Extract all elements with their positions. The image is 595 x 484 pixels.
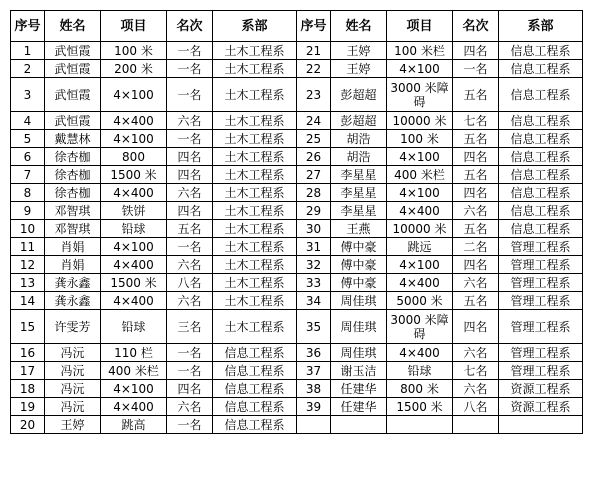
- cell-dept: 土木工程系: [213, 42, 297, 60]
- cell-dept: 土木工程系: [213, 60, 297, 78]
- cell-number: [297, 416, 331, 434]
- cell-event: 100 米: [101, 42, 167, 60]
- cell-name: 彭超超: [331, 112, 387, 130]
- cell-event: 110 栏: [101, 344, 167, 362]
- cell-event: 4×100: [101, 380, 167, 398]
- cell-event: 4×400: [101, 184, 167, 202]
- cell-dept: 土木工程系: [213, 202, 297, 220]
- cell-number: 5: [11, 130, 45, 148]
- cell-name: 冯沅: [45, 344, 101, 362]
- cell-name: 李星星: [331, 202, 387, 220]
- header-name: 姓名: [331, 11, 387, 42]
- cell-number: 31: [297, 238, 331, 256]
- cell-rank: 五名: [453, 292, 499, 310]
- cell-name: 胡浩: [331, 148, 387, 166]
- cell-event: 10000 米: [387, 112, 453, 130]
- cell-rank: 六名: [453, 380, 499, 398]
- cell-name: 王婷: [45, 416, 101, 434]
- cell-number: 32: [297, 256, 331, 274]
- cell-dept: 管理工程系: [499, 256, 583, 274]
- cell-event: 4×100: [101, 130, 167, 148]
- header-event: 项目: [387, 11, 453, 42]
- cell-name: 傅中豪: [331, 256, 387, 274]
- cell-rank: 五名: [453, 220, 499, 238]
- cell-name: 冯沅: [45, 398, 101, 416]
- cell-event: 铁饼: [101, 202, 167, 220]
- cell-number: 4: [11, 112, 45, 130]
- cell-event: 4×400: [101, 292, 167, 310]
- table-row: [11, 416, 583, 434]
- table-row: [11, 42, 583, 60]
- cell-name: 傅中豪: [331, 274, 387, 292]
- cell-event: 400 米栏: [387, 166, 453, 184]
- cell-name: 任建华: [331, 380, 387, 398]
- cell-dept: 土木工程系: [213, 148, 297, 166]
- cell-dept: 土木工程系: [213, 274, 297, 292]
- cell-rank: 五名: [453, 130, 499, 148]
- cell-event: [387, 416, 453, 434]
- cell-number: 9: [11, 202, 45, 220]
- cell-name: 肖娟: [45, 256, 101, 274]
- cell-event: 800 米: [387, 380, 453, 398]
- table-row: [11, 310, 583, 344]
- cell-number: 7: [11, 166, 45, 184]
- cell-rank: 五名: [453, 166, 499, 184]
- cell-rank: 六名: [167, 292, 213, 310]
- cell-rank: 四名: [453, 310, 499, 344]
- cell-name: 冯沅: [45, 362, 101, 380]
- cell-rank: 六名: [167, 112, 213, 130]
- cell-number: 38: [297, 380, 331, 398]
- cell-number: 21: [297, 42, 331, 60]
- cell-event: 4×400: [101, 112, 167, 130]
- table-row: [11, 344, 583, 362]
- cell-number: 15: [11, 310, 45, 344]
- cell-rank: 一名: [167, 344, 213, 362]
- cell-dept: 管理工程系: [499, 238, 583, 256]
- cell-rank: 六名: [167, 398, 213, 416]
- table-row: [11, 238, 583, 256]
- header-seq: 序号: [11, 11, 45, 42]
- cell-number: 26: [297, 148, 331, 166]
- cell-name: 徐杏枷: [45, 166, 101, 184]
- cell-name: 龚永鑫: [45, 274, 101, 292]
- cell-event: 跳高: [101, 416, 167, 434]
- cell-name: 邓智琪: [45, 220, 101, 238]
- cell-rank: 四名: [167, 148, 213, 166]
- cell-number: 16: [11, 344, 45, 362]
- cell-event: 1500 米: [101, 274, 167, 292]
- cell-event: 3000 米障碍: [387, 78, 453, 112]
- cell-event: 4×400: [387, 274, 453, 292]
- cell-rank: 七名: [453, 362, 499, 380]
- cell-rank: [453, 416, 499, 434]
- cell-event: 4×100: [101, 78, 167, 112]
- cell-name: 龚永鑫: [45, 292, 101, 310]
- header-dept: 系部: [499, 11, 583, 42]
- table-row: [11, 148, 583, 166]
- cell-rank: 八名: [453, 398, 499, 416]
- cell-name: 周佳琪: [331, 310, 387, 344]
- cell-rank: 六名: [453, 274, 499, 292]
- cell-name: 邓智琪: [45, 202, 101, 220]
- cell-number: 14: [11, 292, 45, 310]
- cell-rank: 四名: [453, 148, 499, 166]
- cell-name: 肖娟: [45, 238, 101, 256]
- cell-number: 30: [297, 220, 331, 238]
- cell-dept: 信息工程系: [213, 416, 297, 434]
- cell-number: 10: [11, 220, 45, 238]
- cell-rank: 一名: [167, 60, 213, 78]
- cell-dept: 土木工程系: [213, 256, 297, 274]
- cell-rank: 四名: [167, 166, 213, 184]
- cell-dept: 信息工程系: [499, 202, 583, 220]
- cell-dept: 土木工程系: [213, 238, 297, 256]
- table-row: [11, 112, 583, 130]
- cell-number: 28: [297, 184, 331, 202]
- cell-dept: 信息工程系: [499, 148, 583, 166]
- cell-dept: 土木工程系: [213, 78, 297, 112]
- cell-rank: 六名: [453, 344, 499, 362]
- cell-dept: 信息工程系: [499, 184, 583, 202]
- cell-rank: 一名: [167, 78, 213, 112]
- cell-event: 铅球: [101, 310, 167, 344]
- table-row: [11, 398, 583, 416]
- cell-number: 34: [297, 292, 331, 310]
- cell-dept: 土木工程系: [213, 112, 297, 130]
- cell-name: 徐杏枷: [45, 148, 101, 166]
- cell-dept: 信息工程系: [499, 130, 583, 148]
- cell-rank: 六名: [453, 202, 499, 220]
- cell-number: 22: [297, 60, 331, 78]
- cell-event: 5000 米: [387, 292, 453, 310]
- cell-number: 3: [11, 78, 45, 112]
- header-event: 项目: [101, 11, 167, 42]
- table-row: [11, 60, 583, 78]
- cell-event: 200 米: [101, 60, 167, 78]
- cell-rank: 五名: [453, 78, 499, 112]
- cell-dept: 管理工程系: [499, 362, 583, 380]
- cell-name: 傅中豪: [331, 238, 387, 256]
- cell-dept: 信息工程系: [499, 78, 583, 112]
- header-name: 姓名: [45, 11, 101, 42]
- cell-number: 17: [11, 362, 45, 380]
- cell-number: 35: [297, 310, 331, 344]
- cell-rank: 三名: [167, 310, 213, 344]
- cell-rank: 四名: [167, 380, 213, 398]
- cell-dept: 土木工程系: [213, 310, 297, 344]
- cell-number: 18: [11, 380, 45, 398]
- cell-name: 武恒霞: [45, 42, 101, 60]
- cell-event: 400 米栏: [101, 362, 167, 380]
- cell-dept: 信息工程系: [213, 362, 297, 380]
- cell-rank: 一名: [167, 238, 213, 256]
- cell-event: 1500 米: [101, 166, 167, 184]
- cell-number: 27: [297, 166, 331, 184]
- cell-event: 4×100: [387, 184, 453, 202]
- cell-rank: 一名: [167, 130, 213, 148]
- cell-name: 武恒霞: [45, 60, 101, 78]
- cell-rank: 四名: [453, 184, 499, 202]
- cell-event: 1500 米: [387, 398, 453, 416]
- cell-name: 胡浩: [331, 130, 387, 148]
- cell-name: 谢玉洁: [331, 362, 387, 380]
- table-row: [11, 220, 583, 238]
- cell-rank: 四名: [167, 202, 213, 220]
- results-table: [10, 10, 583, 434]
- cell-event: 4×100: [101, 238, 167, 256]
- table-row: [11, 362, 583, 380]
- cell-event: 4×400: [387, 344, 453, 362]
- header-row: [11, 11, 583, 42]
- cell-number: 29: [297, 202, 331, 220]
- cell-rank: 四名: [453, 256, 499, 274]
- cell-name: 王婷: [331, 42, 387, 60]
- cell-rank: 六名: [167, 184, 213, 202]
- cell-number: 33: [297, 274, 331, 292]
- cell-event: 10000 米: [387, 220, 453, 238]
- table-row: [11, 78, 583, 112]
- cell-name: 任建华: [331, 398, 387, 416]
- header-seq: 序号: [297, 11, 331, 42]
- cell-event: 4×400: [101, 256, 167, 274]
- cell-name: 武恒霞: [45, 112, 101, 130]
- header-rank: 名次: [167, 11, 213, 42]
- cell-name: [331, 416, 387, 434]
- cell-event: 4×400: [101, 398, 167, 416]
- cell-event: 4×100: [387, 256, 453, 274]
- cell-dept: 管理工程系: [499, 274, 583, 292]
- cell-number: 11: [11, 238, 45, 256]
- cell-event: 铅球: [101, 220, 167, 238]
- cell-event: 跳远: [387, 238, 453, 256]
- cell-rank: 一名: [167, 42, 213, 60]
- cell-dept: [499, 416, 583, 434]
- cell-name: 徐杏枷: [45, 184, 101, 202]
- header-dept: 系部: [213, 11, 297, 42]
- cell-dept: 信息工程系: [213, 380, 297, 398]
- cell-name: 李星星: [331, 166, 387, 184]
- cell-rank: 二名: [453, 238, 499, 256]
- cell-rank: 六名: [167, 256, 213, 274]
- cell-rank: 一名: [167, 416, 213, 434]
- cell-rank: 四名: [453, 42, 499, 60]
- cell-number: 13: [11, 274, 45, 292]
- cell-dept: 信息工程系: [213, 344, 297, 362]
- cell-number: 20: [11, 416, 45, 434]
- cell-number: 1: [11, 42, 45, 60]
- cell-name: 戴慧林: [45, 130, 101, 148]
- cell-event: 4×100: [387, 148, 453, 166]
- cell-number: 24: [297, 112, 331, 130]
- cell-number: 39: [297, 398, 331, 416]
- cell-dept: 资源工程系: [499, 380, 583, 398]
- cell-number: 19: [11, 398, 45, 416]
- cell-number: 25: [297, 130, 331, 148]
- cell-name: 周佳琪: [331, 344, 387, 362]
- cell-event: 铅球: [387, 362, 453, 380]
- table-row: [11, 256, 583, 274]
- cell-number: 37: [297, 362, 331, 380]
- cell-number: 12: [11, 256, 45, 274]
- cell-dept: 土木工程系: [213, 184, 297, 202]
- cell-name: 武恒霞: [45, 78, 101, 112]
- cell-dept: 信息工程系: [499, 220, 583, 238]
- table-row: [11, 184, 583, 202]
- cell-dept: 土木工程系: [213, 220, 297, 238]
- cell-event: 4×100: [387, 60, 453, 78]
- cell-event: 100 米栏: [387, 42, 453, 60]
- cell-number: 6: [11, 148, 45, 166]
- cell-event: 800: [101, 148, 167, 166]
- table-row: [11, 380, 583, 398]
- cell-name: 周佳琪: [331, 292, 387, 310]
- table-row: [11, 292, 583, 310]
- cell-dept: 信息工程系: [499, 166, 583, 184]
- cell-dept: 土木工程系: [213, 292, 297, 310]
- cell-event: 100 米: [387, 130, 453, 148]
- cell-rank: 一名: [167, 362, 213, 380]
- cell-number: 36: [297, 344, 331, 362]
- cell-event: 3000 米障碍: [387, 310, 453, 344]
- header-rank: 名次: [453, 11, 499, 42]
- table-row: [11, 166, 583, 184]
- cell-number: 23: [297, 78, 331, 112]
- cell-dept: 资源工程系: [499, 398, 583, 416]
- cell-dept: 管理工程系: [499, 344, 583, 362]
- cell-dept: 信息工程系: [499, 42, 583, 60]
- cell-dept: 信息工程系: [499, 60, 583, 78]
- table-row: [11, 274, 583, 292]
- cell-event: 4×400: [387, 202, 453, 220]
- cell-name: 彭超超: [331, 78, 387, 112]
- cell-rank: 七名: [453, 112, 499, 130]
- cell-dept: 信息工程系: [499, 112, 583, 130]
- cell-dept: 管理工程系: [499, 310, 583, 344]
- cell-name: 李星星: [331, 184, 387, 202]
- cell-dept: 土木工程系: [213, 130, 297, 148]
- cell-rank: 五名: [167, 220, 213, 238]
- cell-name: 许雯芳: [45, 310, 101, 344]
- cell-dept: 土木工程系: [213, 166, 297, 184]
- cell-name: 王燕: [331, 220, 387, 238]
- cell-name: 王婷: [331, 60, 387, 78]
- cell-rank: 一名: [453, 60, 499, 78]
- cell-number: 2: [11, 60, 45, 78]
- cell-number: 8: [11, 184, 45, 202]
- table-row: [11, 130, 583, 148]
- cell-name: 冯沅: [45, 380, 101, 398]
- cell-rank: 八名: [167, 274, 213, 292]
- cell-dept: 信息工程系: [213, 398, 297, 416]
- cell-dept: 管理工程系: [499, 292, 583, 310]
- table-row: [11, 202, 583, 220]
